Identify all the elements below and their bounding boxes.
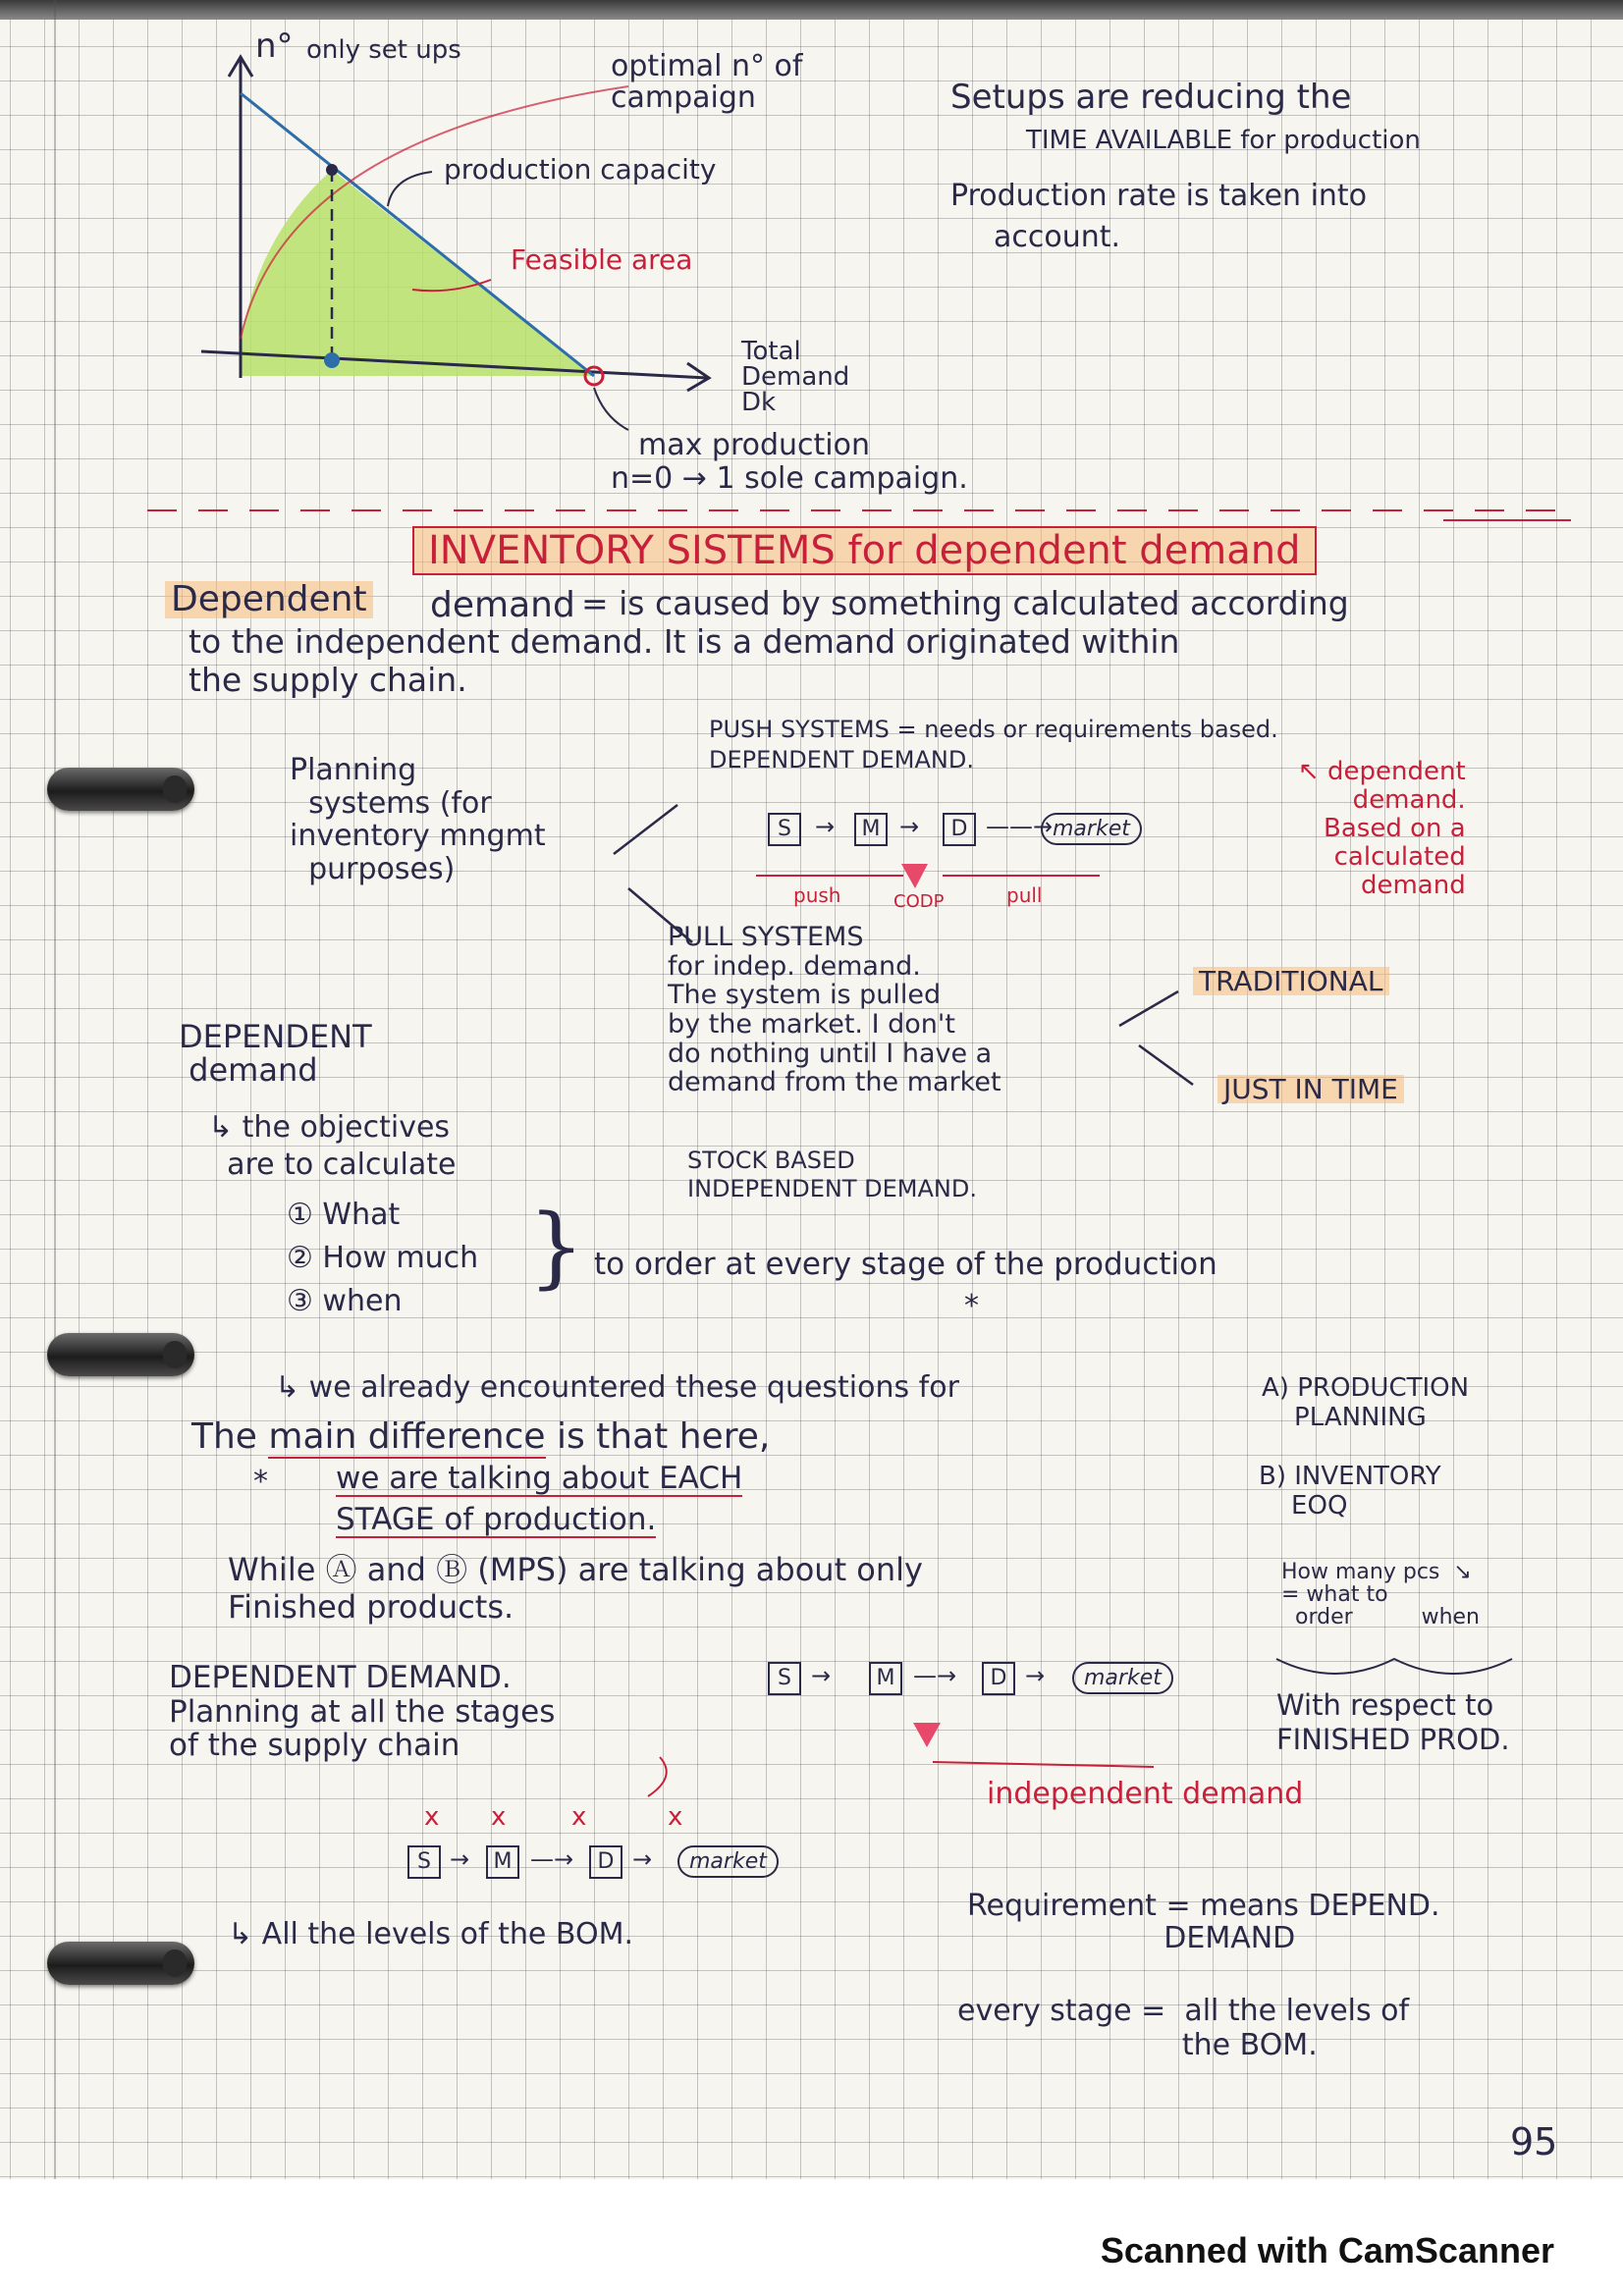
- stock-based-text: STOCK BASED INDEPENDENT DEMAND.: [687, 1147, 977, 1202]
- dependent-demand-note: ↖ dependent demand. Based on a calculated demand: [1298, 757, 1466, 901]
- chain-arrow: ——→: [986, 813, 1054, 840]
- objective-what: ① What: [287, 1198, 401, 1232]
- dependent-planning-text: DEPENDENT DEMAND. Planning at all the stages of the supply chain: [169, 1660, 556, 1764]
- independent-demand-label: independent demand: [987, 1777, 1304, 1811]
- production-capacity-label: production capacity: [444, 153, 717, 186]
- codp-triangle-2: [913, 1723, 941, 1747]
- note-setups-1: Setups are reducing the: [950, 78, 1352, 117]
- chain3-arrow: →: [450, 1845, 470, 1873]
- chain-arrow: →: [815, 813, 836, 840]
- main-diff-b: main difference: [268, 1416, 546, 1457]
- objective-how-much: ② How much: [287, 1241, 479, 1275]
- chain3-supplier-box: S: [407, 1845, 441, 1879]
- chain-distributor-box: D: [943, 813, 976, 846]
- main-difference-line: [191, 1418, 770, 1456]
- jit-label: JUST IN TIME: [1217, 1075, 1404, 1103]
- definition-term: Dependent: [165, 581, 373, 618]
- already-encountered-text: ↳ we already encountered these questions for: [275, 1370, 959, 1405]
- codp-label: CODP: [893, 891, 945, 912]
- chain3-market-cloud: market: [677, 1845, 779, 1878]
- definition-term-2: demand: [430, 585, 575, 625]
- chain2-arrow: →: [1025, 1662, 1046, 1689]
- only-setups-label: only set ups: [306, 35, 461, 65]
- camscanner-watermark: Scanned with CamScanner: [1100, 2230, 1554, 2270]
- supply-chain-pointer: [648, 1757, 667, 1796]
- objectives-lead: ↳ the objectives are to calculate: [208, 1110, 457, 1182]
- independent-demand-arrow: [933, 1762, 1154, 1767]
- feasible-area-label: Feasible area: [511, 243, 693, 276]
- section-title: INVENTORY SISTEMS for dependent demand: [412, 526, 1317, 575]
- cross-mark: x: [424, 1802, 440, 1832]
- main-difference-line-2: we are talking about EACH: [336, 1461, 743, 1496]
- chain-market-cloud: market: [1041, 813, 1142, 845]
- planning-systems-label: Planning systems (for inventory mngmt purposes): [290, 753, 546, 886]
- cross-mark: x: [491, 1802, 507, 1832]
- option-a-production-planning: A) PRODUCTION PLANNING: [1262, 1373, 1470, 1432]
- finished-products-note: With respect to FINISHED PROD.: [1276, 1688, 1510, 1756]
- bom-levels-text: ↳ All the levels of the BOM.: [228, 1917, 633, 1951]
- to-jit-arrow: [1139, 1045, 1193, 1085]
- optimal-campaign-label: optimal n° of campaign: [611, 49, 803, 115]
- chain2-arrow: —→: [913, 1662, 957, 1689]
- push-systems-text: PUSH SYSTEMS = needs or requirements based. DEPENDENT DEMAND.: [709, 716, 1278, 774]
- pull-systems-text: PULL SYSTEMS for indep. demand. The system is pulled by the market. I don't do nothing until I have a demand from the market: [668, 922, 1001, 1098]
- chain3-distributor-box: D: [589, 1845, 622, 1879]
- pull-label: pull: [1006, 883, 1043, 907]
- chain3-manufacturer-box: M: [486, 1845, 519, 1879]
- chain2-market-cloud: market: [1072, 1662, 1173, 1694]
- while-text: While Ⓐ and Ⓑ (MPS) are talking about only Finished products.: [228, 1551, 923, 1627]
- chain-manufacturer-box: M: [854, 813, 888, 846]
- main-diff-c: is that here,: [545, 1416, 771, 1457]
- definition-body: = is caused by something calculated according to the independent demand. It is a demand originated within the supply chain.: [189, 584, 1349, 699]
- chain-arrow: →: [899, 813, 920, 840]
- objectives-order-text: to order at every stage of the production: [594, 1247, 1217, 1282]
- planning-to-push-arrow: [614, 805, 677, 854]
- objectives-brace: }: [528, 1196, 585, 1299]
- chain-supplier-box: S: [768, 813, 801, 846]
- objective-when: ③ when: [287, 1284, 403, 1318]
- main-difference-line-3: STAGE of production.: [336, 1502, 657, 1537]
- max-production-label: max production: [638, 428, 870, 462]
- push-label: push: [793, 883, 841, 907]
- note-setups-2: TIME AVAILABLE for production: [1026, 126, 1421, 155]
- x-axis-label: Total Demand Dk: [741, 337, 850, 417]
- main-diff-a: The: [191, 1416, 269, 1457]
- page-number: 95: [1510, 2120, 1558, 2163]
- cross-mark: x: [668, 1802, 683, 1832]
- chain2-supplier-box: S: [768, 1662, 801, 1695]
- chain3-arrow: →: [632, 1845, 653, 1873]
- optimal-base-point: [324, 352, 340, 368]
- y-axis-label: n°: [255, 27, 294, 66]
- requirement-note: Requirement = means DEPEND. DEMAND: [967, 1889, 1440, 1955]
- every-stage-note: every stage = all the levels of the BOM.: [957, 1994, 1410, 2062]
- max-pointer: [594, 388, 628, 430]
- dependent-demand-heading: DEPENDENT demand: [179, 1018, 372, 1089]
- to-traditional-arrow: [1119, 991, 1178, 1026]
- n-zero-label: n=0 → 1 sole campaign.: [611, 461, 968, 496]
- codp-triangle: [901, 864, 928, 888]
- option-b-inventory-eoq: B) INVENTORY EOQ: [1259, 1462, 1441, 1521]
- asterisk-1: *: [964, 1289, 979, 1323]
- note-rate-1: Production rate is taken into: [950, 179, 1368, 213]
- eoq-brace: [1276, 1659, 1512, 1674]
- chain2-arrow: →: [811, 1662, 832, 1689]
- capacity-pointer: [388, 172, 432, 206]
- optimal-point: [326, 164, 338, 176]
- chain2-manufacturer-box: M: [869, 1662, 902, 1695]
- chain3-arrow: —→: [530, 1845, 574, 1873]
- chain2-distributor-box: D: [982, 1662, 1015, 1695]
- traditional-label: TRADITIONAL: [1193, 967, 1389, 995]
- note-rate-2: account.: [994, 220, 1121, 254]
- cross-mark: x: [571, 1802, 587, 1832]
- eoq-note: How many pcs ↘ = what to order when: [1281, 1560, 1480, 1630]
- asterisk-2: *: [253, 1465, 268, 1499]
